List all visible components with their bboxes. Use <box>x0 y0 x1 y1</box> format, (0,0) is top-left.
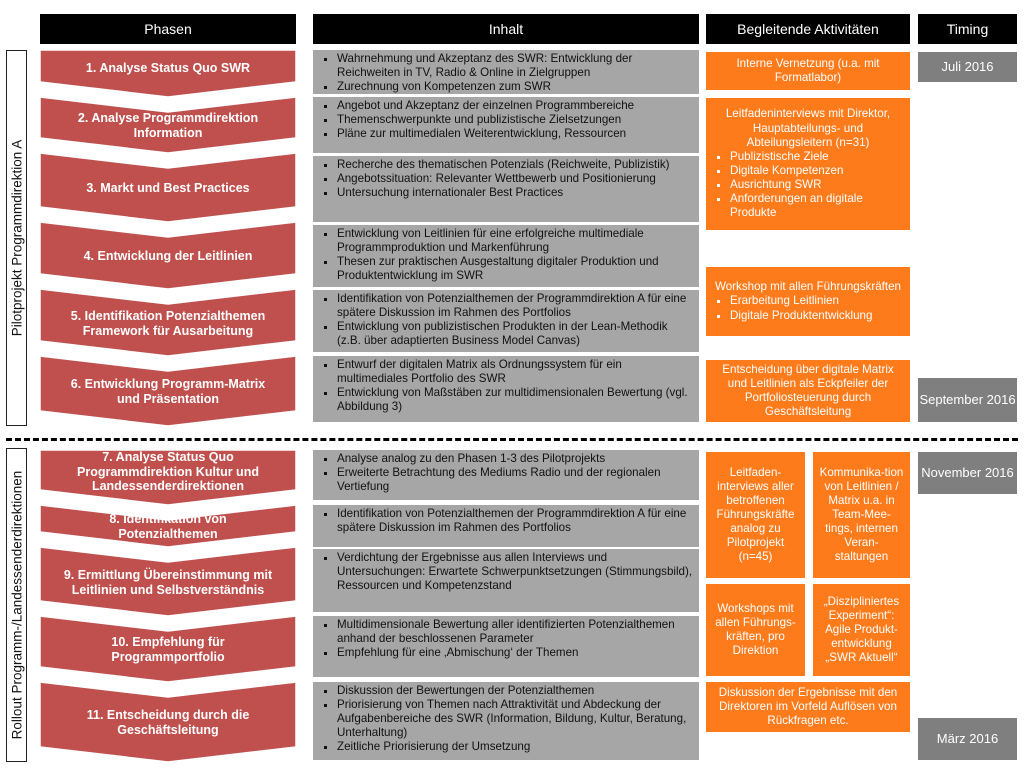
content-item: ▪ Zurechnung von Kompetenzen zum SWR <box>337 80 693 94</box>
leitfaden-item: ▪ Ausrichtung SWR <box>730 178 904 192</box>
rollout-side-label: Rollout Programm-/Landessenderdirektionen <box>6 448 27 762</box>
phase-label-4: 4. Entwicklung der Leitlinien <box>83 249 253 264</box>
section-divider <box>6 438 1018 441</box>
content-item: ▪ Entwurf der digitalen Matrix als Ordnungssystem für ein multimediales Portfolio des SWR <box>337 358 693 386</box>
header-begleitend: Begleitende Aktivitäten <box>706 14 910 44</box>
activity-kommunikation: Kommunika-tion von Leitlinien / Matrix u.a. in Team-Mee-tings, internen Veran-staltungen <box>813 452 910 578</box>
content-box-2 <box>313 97 699 153</box>
content-item: ▪ Angebot und Akzeptanz der einzelnen Programmbereiche <box>337 99 693 113</box>
content-item: ▪ Empfehlung für eine ‚Abmischung‘ der Themen <box>337 646 693 660</box>
phase-label-11: 11. Entscheidung durch die Geschäftsleitung <box>86 708 250 737</box>
timing-maerz: März 2016 <box>918 718 1017 760</box>
activity-experiment: „Diszipliniertes Experiment“: Agile Produkt-entwicklung „SWR Aktuell“ <box>813 584 910 676</box>
content-item: ▪ Erweiterte Betrachtung des Mediums Radio und der regionalen Vertiefung <box>337 466 693 494</box>
content-item: ▪ Entwicklung von Leitlinien für eine erfolgreiche multimediale Programmproduktion und Markenführung <box>337 227 693 255</box>
content-item: ▪ Diskussion der Bewertungen der Potenzialthemen <box>337 684 693 698</box>
phase-label-10: 10. Empfehlung für Programmportfolio <box>111 635 225 664</box>
activity-rollout-interviews: Leitfaden-interviews aller betroffenen Führungskräfte analog zu Pilotprojekt (n=45) <box>706 452 805 578</box>
content-item: ▪ Entwicklung von publizistischen Produkten in der Lean-Methodik (z.B. über adaptierten Business Model Canvas) <box>337 320 693 348</box>
phase-label-7: 7. Analyse Status Quo Programmdirektion Kultur und Landessenderdirektionen <box>77 449 259 494</box>
phase-label-8: 8. Identifikation von Potenzialthemen <box>109 512 227 541</box>
header-phasen: Phasen <box>40 14 296 44</box>
content-box-9 <box>313 549 699 612</box>
content-item: ▪ Recherche des thematischen Potenzials (Reichweite, Publizistik) <box>337 158 693 172</box>
content-item: ▪ Pläne zur multimedialen Weiterentwicklung, Ressourcen <box>337 127 693 141</box>
activity-entscheidung: Entscheidung über digitale Matrix und Leitlinien als Eckpfeiler der Portfoliosteuerung durch Geschäftsleitung <box>706 360 910 422</box>
header-timing: Timing <box>918 14 1017 44</box>
timing-november: November 2016 <box>918 452 1017 494</box>
phase-label-9: 9. Ermittlung Übereinstimmung mit Leitlinien und Selbstverständnis <box>63 567 273 597</box>
content-item: ▪ Zeitliche Priorisierung der Umsetzung <box>337 740 693 754</box>
leitfaden-item: ▪ Digitale Kompetenzen <box>730 164 904 178</box>
content-box-1 <box>313 50 699 94</box>
content-box-8 <box>313 505 699 547</box>
content-box-11 <box>313 682 699 760</box>
content-box-5 <box>313 290 699 352</box>
timing-juli: Juli 2016 <box>918 52 1017 82</box>
content-item: ▪ Thesen zur praktischen Ausgestaltung digitaler Produktion und Produktentwicklung im SWR <box>337 255 693 283</box>
activity-workshops-rollout: Workshops mit allen Führungs-kräften, pro Direktion <box>706 584 805 676</box>
content-item: ▪ Priorisierung von Themen nach Attraktivität und Abdeckung der Aufgabenbereiche des SWR (Information, Bildung, Kultur, Beratung, Unterhaltung) <box>337 698 693 740</box>
pilot-side-label: Pilotprojekt Programmdirektion A <box>6 50 27 426</box>
content-item: ▪ Identifikation von Potenzialthemen der Programmdirektion A für eine spätere Diskussion im Rahmen des Portfolios <box>337 292 693 320</box>
content-box-6 <box>313 356 699 422</box>
content-item: ▪ Themenschwerpunkte und publizistische Zielsetzungen <box>337 113 693 127</box>
content-item: ▪ Angebotssituation: Relevanter Wettbewerb und Positionierung <box>337 172 693 186</box>
content-item: ▪ Entwicklung von Maßstäben zur multidimensionalen Bewertung (vgl. Abbildung 3) <box>337 386 693 414</box>
content-box-3 <box>313 156 699 222</box>
content-item: ▪ Multidimensionale Bewertung aller identifizierten Potenzialthemen anhand der beschlossenen Parameter <box>337 618 693 646</box>
content-item: ▪ Verdichtung der Ergebnisse aus allen Interviews und Untersuchungen: Erwartete Schwerpunktsetzungen (Stimmungsbild), Ressourcen und Kompetenzstand <box>337 551 693 593</box>
timing-september: September 2016 <box>918 378 1017 422</box>
content-item: ▪ Untersuchung internationaler Best Practices <box>337 186 693 200</box>
phase-label-1: 1. Analyse Status Quo SWR <box>85 60 251 75</box>
workshop-item: ▪ Digitale Produktentwicklung <box>730 309 904 323</box>
content-item: ▪ Identifikation von Potenzialthemen der Programmdirektion A für eine spätere Diskussion im Rahmen des Portfolios <box>337 507 693 535</box>
phase-label-6: 6. Entwicklung Programm-Matrix und Präsentation <box>70 377 266 406</box>
leitfaden-item: ▪ Anforderungen an digitale Produkte <box>730 192 904 220</box>
phase-label-2: 2. Analyse Programmdirektion Information <box>77 111 259 140</box>
content-item: ▪ Analyse analog zu den Phasen 1-3 des Pilotprojekts <box>337 452 693 466</box>
activity-workshop: Workshop mit allen Führungskräften ▪ Erarbeitung Leitlinien ▪ Digitale Produktentwicklung <box>706 267 910 336</box>
leitfaden-item: ▪ Publizistische Ziele <box>730 150 904 164</box>
content-box-10 <box>313 616 699 677</box>
content-box-7 <box>313 450 699 500</box>
header-inhalt: Inhalt <box>313 14 699 44</box>
content-box-4 <box>313 225 699 287</box>
phase-label-3: 3. Markt und Best Practices <box>86 181 250 196</box>
phase-label-5: 5. Identifikation Potenzialthemen Framework für Ausarbeitung <box>70 308 266 338</box>
activity-vernetzung: Interne Vernetzung (u.a. mit Formatlabor) <box>706 52 910 90</box>
content-item: ▪ Wahrnehmung und Akzeptanz des SWR: Entwicklung der Reichweiten in TV, Radio & Online in Zielgruppen <box>337 52 693 80</box>
workshop-item: ▪ Erarbeitung Leitlinien <box>730 294 904 308</box>
activity-leitfadeninterviews: Leitfadeninterviews mit Direktor, Hauptabteilungs- und Abteilungsleitern (n=31) ▪ Publizistische Ziele ▪ Digitale Kompetenzen ▪ Ausrichtung SWR ▪ Anforderungen an digitale Produkte <box>706 98 910 230</box>
activity-diskussion: Diskussion der Ergebnisse mit den Direktoren im Vorfeld Auflösen von Rückfragen etc. <box>706 682 910 732</box>
